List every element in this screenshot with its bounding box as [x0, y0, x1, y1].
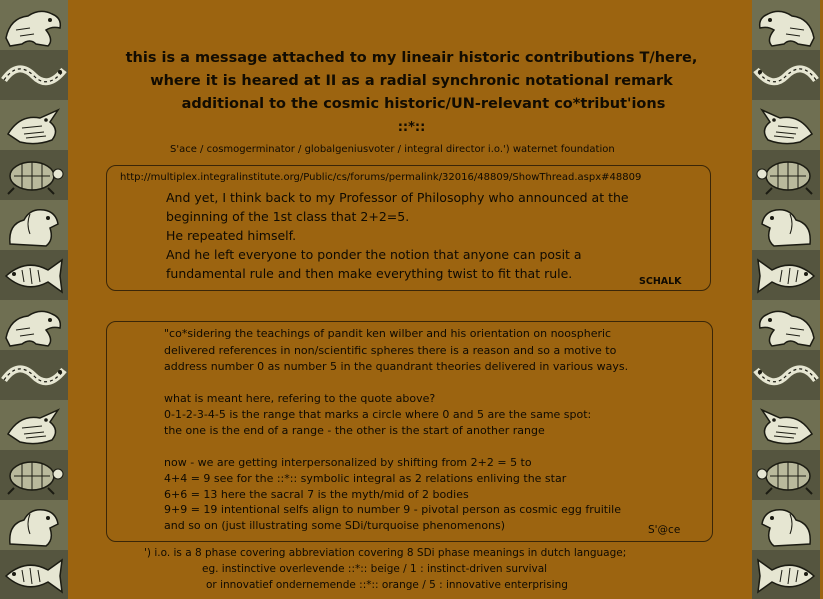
snake-icon — [752, 350, 820, 400]
byline: S'ace / cosmogerminator / globalgeniusvoter / integral director i.o.') waternet foundation — [170, 144, 615, 155]
dog-icon — [0, 0, 68, 50]
message-line: what is meant here, refering to the quote above? — [164, 392, 436, 405]
tortoise-icon — [752, 150, 820, 200]
snake-icon — [0, 350, 68, 400]
message-line: 9+9 = 19 intentional selfs align to number 9 - pivotal person as cosmic egg fruitile — [164, 503, 621, 516]
header-line-2: where it is heared at II as a radial synchronic notational remark — [150, 73, 673, 89]
bird-icon — [0, 400, 68, 450]
horse-icon — [752, 200, 820, 250]
message-line: 6+6 = 13 here the sacral 7 is the myth/mid of 2 bodies — [164, 488, 469, 501]
quote-line: fundamental rule and then make everything twist to fit that rule. — [166, 266, 573, 281]
message-line: and so on (just illustrating some SDi/turquoise phenomenons) — [164, 519, 506, 532]
quote-source-link[interactable]: http://multiplex.integralinstitute.org/Public/cs/forums/permalink/32016/48809/ShowThread.aspx#48809 — [120, 172, 642, 183]
dog-icon — [752, 300, 820, 350]
header-line-3: additional to the cosmic historic/UN-relevant co*tribut'ions — [181, 96, 666, 112]
header-line-1: this is a message attached to my lineair historic contributions T/here, — [125, 50, 698, 66]
footnote-line: or innovatief ondernemende ::*:: orange / 5 : innovative enterprising — [206, 579, 568, 591]
message-line: address number 0 as number 5 in the quandrant theories delivered in various ways. — [164, 360, 629, 373]
dog-icon — [752, 0, 820, 50]
quote-line: He repeated himself. — [166, 228, 297, 243]
dog-icon — [0, 300, 68, 350]
message-line: 4+4 = 9 see for the ::*:: symbolic integral as 2 relations enliving the star — [164, 472, 567, 485]
quote-line: beginning of the 1st class that 2+2=5. — [166, 209, 410, 224]
horse-icon — [752, 500, 820, 550]
message-line: delivered references in non/scientific spheres there is a reason and so a motive to — [164, 344, 617, 357]
footnote-line: eg. instinctive overlevende ::*:: beige / 1 : instinct-driven survival — [202, 563, 548, 575]
message-line: "co*sidering the teachings of pandit ken wilber and his orientation on noospheric — [164, 327, 612, 340]
fish-icon — [752, 550, 820, 599]
fish-icon — [0, 550, 68, 599]
header-symbol: ::*:: — [397, 120, 426, 135]
quote-line: And he left everyone to ponder the notion that anyone can posit a — [166, 247, 582, 262]
message-line: now - we are getting interpersonalized by shifting from 2+2 = 5 to — [164, 456, 532, 469]
fish-icon — [752, 250, 820, 300]
bird-icon — [752, 400, 820, 450]
footnote-line: ') i.o. is a 8 phase covering abbreviation covering 8 SDi phase meanings in dutch language; — [144, 547, 627, 559]
tortoise-icon — [752, 450, 820, 500]
right-decorative-border — [752, 0, 820, 599]
horse-icon — [0, 200, 68, 250]
message-line: the one is the end of a range - the other is the start of another range — [164, 424, 545, 437]
message-line: 0-1-2-3-4-5 is the range that marks a circle where 0 and 5 are the same spot: — [164, 408, 592, 421]
tortoise-icon — [0, 450, 68, 500]
left-decorative-border — [0, 0, 68, 599]
quote-line: And yet, I think back to my Professor of Philosophy who announced at the — [166, 190, 629, 205]
fish-icon — [0, 250, 68, 300]
message-signature: S'@ce — [648, 524, 681, 536]
horse-icon — [0, 500, 68, 550]
tortoise-icon — [0, 150, 68, 200]
quote-signature: SCHALK — [639, 276, 682, 287]
